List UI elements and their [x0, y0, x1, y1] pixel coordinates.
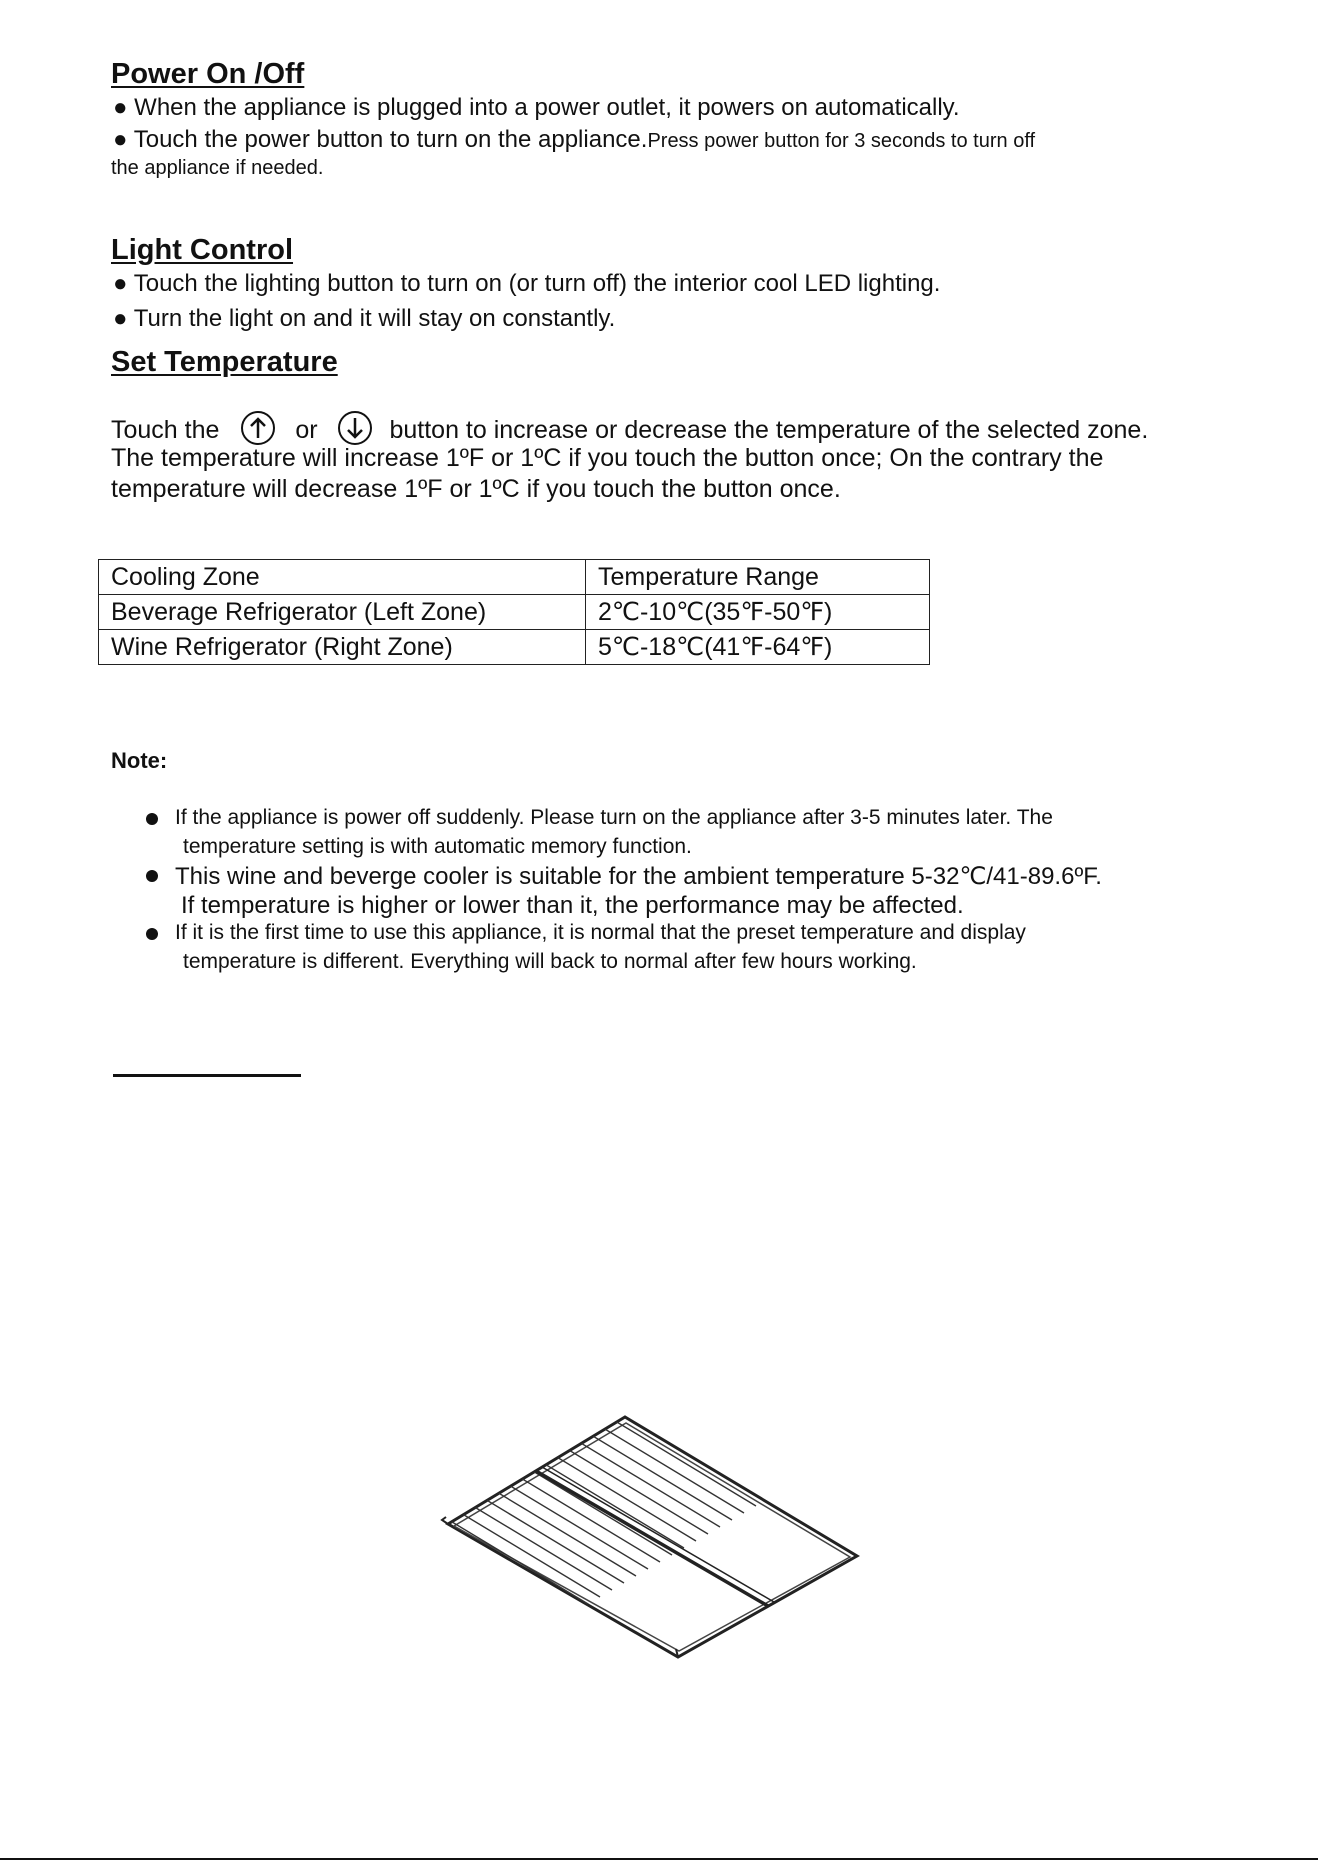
table-cell: 5℃-18℃(41℉-64℉) [586, 630, 930, 665]
section-rule [113, 1074, 301, 1077]
table-row [99, 595, 930, 630]
set-temp-line-1-a: Touch the [111, 416, 220, 445]
bullet-icon [146, 813, 158, 825]
table-header-row [99, 560, 930, 595]
table-header-cell: Temperature Range [586, 560, 930, 595]
set-temp-line-1-or: or [295, 416, 318, 445]
table-row [99, 630, 930, 665]
light-bullet-1 [113, 270, 940, 298]
bullet-icon [146, 870, 158, 882]
bullet-icon: ● [113, 126, 128, 153]
page-bottom-rule [0, 1858, 1318, 1860]
note-item-3-a: If it is the first time to use this appliance, it is normal that the preset temperature and display [175, 921, 1026, 944]
bullet-icon [146, 928, 158, 940]
set-temp-line-1-b: button to increase or decrease the temperature of the selected zone. [389, 416, 1149, 445]
note-title: Note: [111, 748, 168, 773]
power-bullet-2-continuation: the appliance if needed. [111, 157, 324, 179]
set-temp-heading: Set Temperature [111, 346, 338, 378]
bullet-icon: ● [113, 305, 128, 332]
table-cell: Wine Refrigerator (Right Zone) [99, 630, 586, 665]
note-item-2-a: This wine and beverge cooler is suitable for the ambient temperature 5-32℃/41-89.6ºF. [175, 863, 1102, 890]
power-heading: Power On /Off [111, 58, 305, 90]
light-bullet-2-text: Turn the light on and it will stay on constantly. [133, 305, 616, 332]
bullet-icon: ● [113, 94, 128, 121]
light-heading: Light Control [111, 234, 294, 266]
light-bullet-1-text: Touch the lighting button to turn on (or turn off) the interior cool LED lighting. [133, 270, 941, 297]
table-cell: Beverage Refrigerator (Left Zone) [99, 595, 586, 630]
power-bullet-2-text-b: Press power button for 3 seconds to turn off [647, 130, 1036, 152]
power-bullet-2-text-a: Touch the power button to turn on the appliance. [133, 126, 648, 153]
power-bullet-2 [113, 126, 1035, 154]
note-item-3-b: temperature is different. Everything will back to normal after few hours working. [183, 950, 917, 973]
set-temp-line-3: temperature will decrease 1ºF or 1ºC if you touch the button once. [111, 475, 841, 503]
power-bullet-1-text: When the appliance is plugged into a power outlet, it powers on automatically. [134, 94, 960, 121]
note-item-2-b: If temperature is higher or lower than it, the performance may be affected. [181, 892, 964, 919]
table-cell: 2℃-10℃(35℉-50℉) [586, 595, 930, 630]
wire-shelf-illustration [440, 1410, 860, 1660]
temperature-table [98, 559, 930, 665]
note-item-1-a: If the appliance is power off suddenly. Please turn on the appliance after 3-5 minutes later. The [175, 806, 1053, 829]
set-temp-line-2: The temperature will increase 1ºF or 1ºC if you touch the button once; On the contrary the [111, 444, 1104, 472]
note-item-1-b: temperature setting is with automatic memory function. [183, 835, 692, 858]
table-header-cell: Cooling Zone [99, 560, 586, 595]
bullet-icon: ● [113, 270, 128, 297]
light-bullet-2 [113, 305, 615, 333]
power-bullet-1 [113, 94, 960, 122]
